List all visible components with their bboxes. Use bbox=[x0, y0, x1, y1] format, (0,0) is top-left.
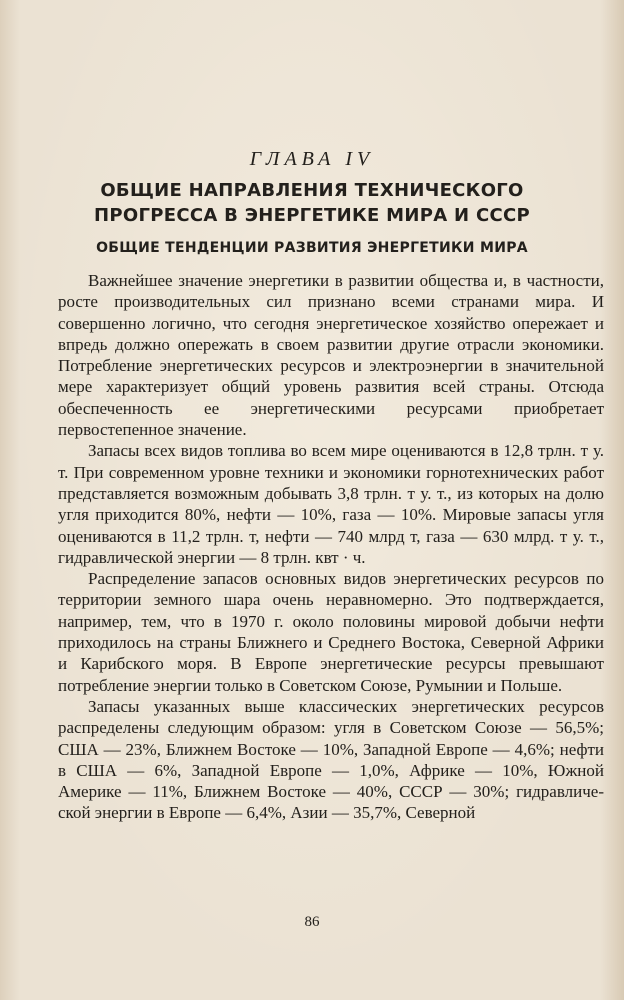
page-number: 86 bbox=[304, 914, 320, 930]
paragraph-4: Запасы указанных выше классических энергетических ресурсов распределены следующим образом: угля в Советском Союзе — 56,5%; США — 23%, Ближнем Востоке — 10%, Западной Европе — 4,6%; нефти в США — 6%, Западной Европе — 1,0%, Африке — 10%, Южной Америке — 11%, Ближнем Востоке — 40%, СССР — 30%; гидравлической энергии в Европе — 6,4%, Азии — 35,7%, Северной bbox=[58, 696, 604, 823]
chapter-title-line-1: ОБЩИЕ НАПРАВЛЕНИЯ ТЕХНИЧЕСКОГО bbox=[100, 180, 524, 201]
section-heading: ОБЩИЕ ТЕНДЕНЦИИ РАЗВИТИЯ ЭНЕРГЕТИКИ МИРА bbox=[96, 240, 528, 256]
chapter-title-line-2: ПРОГРЕССА В ЭНЕРГЕТИКЕ МИРА И СССР bbox=[94, 205, 530, 226]
chapter-heading: ГЛАВА IV bbox=[249, 148, 375, 170]
body-text bbox=[58, 270, 604, 824]
paragraph-3: Распределение запасов основных видов энергетических ресурсов по территории земного шара очень неравномерно. Это подтверждается, например, тем, что в 1970 г. около половины мировой добычи нефти приходилось на страны Ближнего и Среднего Востока, Северной Африки и Карибского моря. В Европе энергетические ресурсы превышают потребление энергии только в Советском Союзе, Румынии и Польше. bbox=[58, 569, 604, 695]
chapter-title bbox=[0, 178, 624, 228]
paragraph-2: Запасы всех видов топлива во всем мире оцениваются в 12,8 трлн. т у. т. При современном уровне техники и экономики горнотехнических работ представляется возможным добывать 3,8 трлн. т у. т., из которых на долю угля приходится 80%, нефти — 10%, газа — 10%. Мировые запасы угля оцениваются в 11,2 трлн. т, нефти — 740 млрд т, газа — 630 млрд. т у. т., гидравлической энергии — 8 трлн. квт · ч. bbox=[58, 441, 604, 567]
paragraph-1: Важнейшее значение энергетики в развитии общества и, в частности, росте производительных сил признано всеми странами мира. И совершенно логично, что сегодня энергетическое хозяйство опережает и впредь должно опережать в своем развитии другие отрасли экономики. Потребление энергетических ресурсов и электроэнергии в значительной мере характеризует общий уровень развития всей страны. Отсюда обеспеченность ее энергетическими ресурсами приобретает первостепенное значение. bbox=[58, 271, 604, 440]
